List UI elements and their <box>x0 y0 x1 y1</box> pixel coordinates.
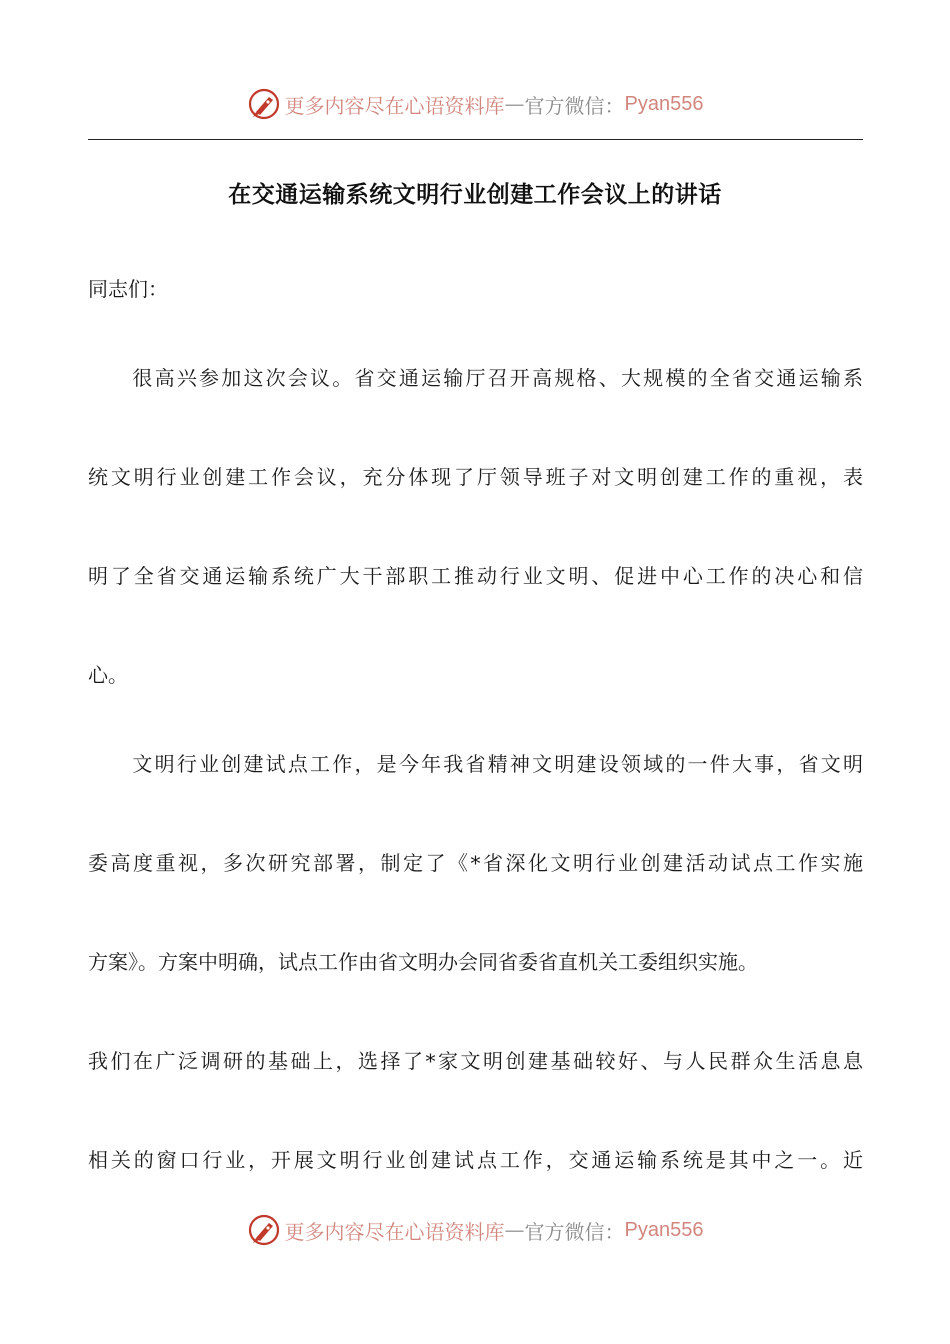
paragraph-line: 心。 <box>88 663 128 687</box>
paragraph-line: 很高兴参加这次会议。省交通运输厅召开高规格、大规模的全省交通运输系 <box>88 366 863 390</box>
pen-nib-logo-icon <box>247 87 281 121</box>
salutation: 同志们： <box>88 277 168 301</box>
header-watermark <box>0 84 950 124</box>
document-title: 在交通运输系统文明行业创建工作会议上的讲话 <box>228 182 722 208</box>
paragraph-line: 我们在广泛调研的基础上，选择了*家文明创建基础较好、与人民群众生活息息 <box>88 1049 863 1073</box>
watermark-wechat-label: 官方微信： <box>524 93 625 118</box>
paragraph-line: 委高度重视，多次研究部署，制定了《*省深化文明行业创建活动试点工作实施 <box>88 851 863 875</box>
watermark-separator: — <box>504 92 525 116</box>
header-divider <box>88 139 863 140</box>
pen-nib-logo-icon <box>247 1213 281 1247</box>
footer-watermark <box>0 1210 950 1250</box>
paragraph-line: 文明行业创建试点工作，是今年我省精神文明建设领域的一件大事，省文明 <box>88 752 863 776</box>
paragraph-line: 统文明行业创建工作会议，充分体现了厅领导班子对文明创建工作的重视，表 <box>88 465 863 489</box>
watermark-wechat-id: Pyan556 <box>624 1218 704 1241</box>
watermark-wechat-label: 官方微信： <box>524 1219 625 1244</box>
paragraph-line: 方案》。方案中明确，试点工作由省文明办会同省委省直机关工委组织实施。 <box>88 950 758 974</box>
watermark-separator: — <box>504 1218 525 1242</box>
paragraph-line: 明了全省交通运输系统广大干部职工推动行业文明、促进中心工作的决心和信 <box>88 564 863 588</box>
watermark-main-text: 更多内容尽在心语资料库 <box>284 93 505 118</box>
paragraph-line: 相关的窗口行业，开展文明行业创建试点工作，交通运输系统是其中之一。近 <box>88 1148 863 1172</box>
watermark-wechat-id: Pyan556 <box>624 92 704 115</box>
watermark-main-text: 更多内容尽在心语资料库 <box>284 1219 505 1244</box>
